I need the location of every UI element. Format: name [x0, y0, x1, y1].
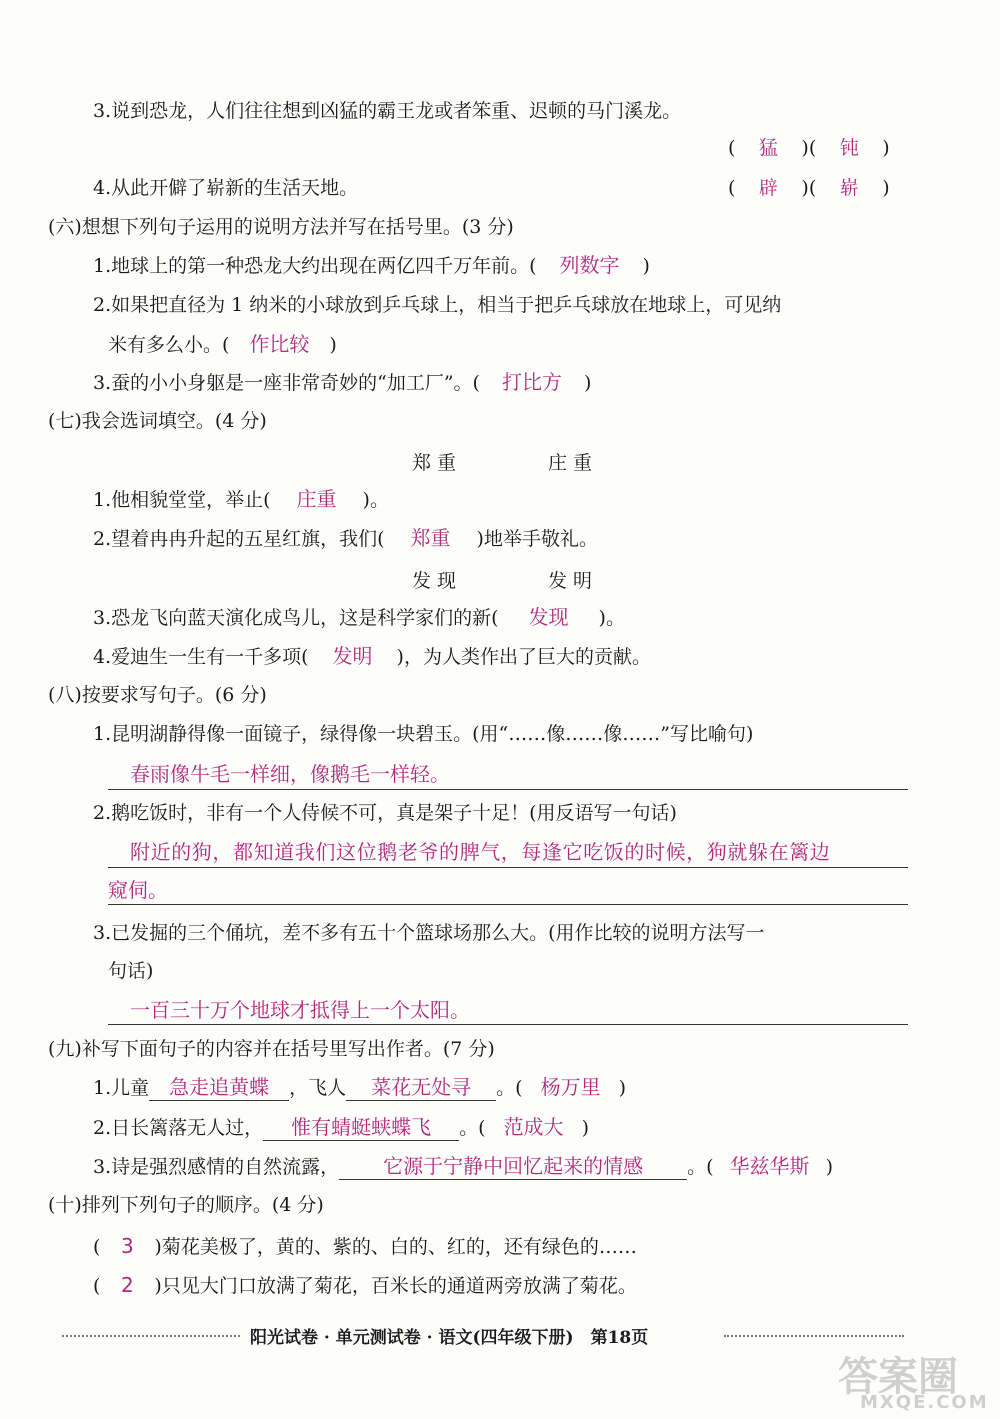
word-choice-2: 庄重 [548, 452, 599, 474]
part9-q1-a: 1.儿童 [93, 1077, 150, 1099]
watermark-logo: 答案圈 [838, 1354, 958, 1400]
part7-q1-text: 1.他相貌堂堂，举止( [93, 489, 271, 511]
part7-q3 [93, 604, 625, 631]
section-title-9: (九)补写下面句子的内容并在括号里写出作者。(7 分) [48, 1038, 495, 1060]
answer-line [108, 867, 908, 868]
answer-9-1-author: 杨万里 [540, 1075, 601, 1099]
answer-9-3-author: 华兹华斯 [729, 1154, 810, 1178]
answer-8-2a: 附近的狗，都知道我们这位鹅老爷的脾气，每逢它吃饭的时候，狗就躲在篱边 [130, 840, 831, 864]
answer-8-3: 一百三十万个地球才抵得上一个太阳。 [130, 998, 470, 1022]
part6-q2b-text: 米有多么小。( [108, 334, 230, 356]
word-choice-3: 发现 [412, 570, 463, 592]
answer-7-3: 发现 [528, 605, 569, 629]
section-title-7: (七)我会选词填空。(4 分) [48, 410, 267, 432]
section-title-8: (八)按要求写句子。(6 分) [48, 684, 267, 706]
part10-s2-text: )只见大门口放满了菊花，百米长的通道两旁放满了菊花。 [154, 1275, 637, 1297]
answer-line [108, 904, 908, 905]
watermark-url: MXQE.COM [860, 1392, 989, 1413]
footer-divider-right [724, 1335, 904, 1337]
part9-q2-a: 2.日长篱落无人过， [93, 1117, 264, 1139]
part10-s1-text: )菊花美极了，黄的、紫的、白的、红的，还有绿色的…… [154, 1236, 637, 1258]
answer-line [108, 1024, 908, 1025]
part7-q1-end: )。 [362, 489, 389, 511]
part8-q3a: 3.已发掘的三个俑坑，差不多有五十个篮球场那么大。(用作比较的说明方法写一 [93, 922, 765, 944]
section-title-6: (六)想想下列句子运用的说明方法并写在括号里。(3 分) [48, 216, 514, 238]
answer-7-2: 郑重 [410, 526, 451, 550]
part5-q3-answers: ( 猛 )( 钝 ) [728, 137, 890, 159]
answer-6-1: 列数字 [559, 253, 620, 277]
part9-q3-a: 3.诗是强烈感情的自然流露， [93, 1156, 340, 1178]
answer-8-2b: 窥伺。 [108, 878, 168, 902]
page-footer: 阳光试卷 · 单元测试卷 · 语文(四年级下册) 第18页 [250, 1328, 649, 1348]
section-title-10: (十)排列下列句子的顺序。(4 分) [48, 1194, 324, 1216]
answer-q3-2: 钝 [839, 137, 859, 159]
part5-q4-answers: ( 辟 )( 崭 ) [728, 177, 890, 199]
answer-6-3: 打比方 [501, 370, 562, 394]
part5-q3: 3.说到恐龙，人们往往想到凶猛的霸王龙或者笨重、迟顿的马门溪龙。 [93, 100, 682, 122]
part7-q4 [93, 643, 651, 670]
answer-6-2: 作比较 [249, 332, 310, 356]
part7-q2-end: )地举手敬礼。 [476, 528, 598, 550]
part9-q1-b: ，飞人 [289, 1077, 347, 1099]
order-number-1: 3 [121, 1234, 134, 1258]
part6-q3: 3.蚕的小小身躯是一座非常奇妙的“加工厂”。( 打比方 ) [93, 370, 592, 394]
word-choice-1: 郑重 [412, 452, 463, 474]
part9-q2-b: 。( [459, 1117, 486, 1139]
answer-9-1a: 急走追黄蝶 [149, 1074, 289, 1101]
part7-q4-text: 4.爱迪生一生有一千多项( [93, 646, 309, 668]
answer-7-4: 发明 [332, 644, 373, 668]
part10-s2: ( 2 )只见大门口放满了菊花，百米长的通道两旁放满了菊花。 [93, 1273, 637, 1297]
part6-q2b: 米有多么小。( 作比较 ) [108, 332, 337, 356]
part7-q2 [93, 525, 598, 552]
part6-q3-text: 3.蚕的小小身躯是一座非常奇妙的“加工厂”。( [93, 372, 480, 394]
part9-q2: 2.日长篱落无人过， 惟有蜻蜓蛱蝶飞 。( 范成大 ) [93, 1115, 589, 1139]
part5-q4: 4.从此开僻了崭新的生活天地。 [93, 177, 359, 199]
part6-q1-text: 1.地球上的第一种恐龙大约出现在两亿四千万年前。( [93, 255, 537, 277]
part7-q1 [93, 486, 389, 513]
order-number-2: 2 [121, 1273, 134, 1297]
answer-9-2-author: 范成大 [503, 1115, 564, 1139]
part6-q2a: 2.如果把直径为 1 纳米的小球放到乒乓球上，相当于把乒乓球放在地球上，可见纳 [93, 294, 782, 316]
answer-line [108, 789, 908, 790]
part6-q1: 1.地球上的第一种恐龙大约出现在两亿四千万年前。( 列数字 ) [93, 253, 650, 277]
answer-8-1: 春雨像牛毛一样细，像鹅毛一样轻。 [130, 762, 450, 786]
part9-q1: 1.儿童 急走追黄蝶 ，飞人 菜花无处寻 。( 杨万里 ) [93, 1075, 626, 1099]
part7-q4-end: )，为人类作出了巨大的贡献。 [396, 646, 651, 668]
answer-7-1: 庄重 [296, 487, 337, 511]
part8-q2: 2.鹅吃饭时，非有一个人侍候不可，真是架子十足！(用反语写一句话) [93, 802, 677, 824]
part8-q1: 1.昆明湖静得像一面镜子，绿得像一块碧玉。(用“……像……像……”写比喻句) [93, 723, 754, 745]
part8-q3b: 句话) [108, 960, 154, 982]
part7-q3-text: 3.恐龙飞向蓝天演化成鸟儿，这是科学家们的新( [93, 607, 499, 629]
answer-q3-1: 猛 [758, 137, 778, 159]
answer-9-3: 它源于宁静中回忆起来的情感 [339, 1153, 687, 1180]
word-choice-4: 发明 [548, 570, 599, 592]
part10-s1: ( 3 )菊花美极了，黄的、紫的、白的、红的，还有绿色的…… [93, 1234, 637, 1258]
answer-9-1b: 菜花无处寻 [346, 1074, 496, 1101]
answer-q4-1: 辟 [758, 177, 778, 199]
answer-q4-2: 崭 [839, 177, 859, 199]
part7-q2-text: 2.望着冉冉升起的五星红旗，我们( [93, 528, 385, 550]
answer-9-2: 惟有蜻蜓蛱蝶飞 [263, 1114, 459, 1141]
part9-q3: 3.诗是强烈感情的自然流露， 它源于宁静中回忆起来的情感 。( 华兹华斯 ) [93, 1154, 833, 1178]
part9-q3-b: 。( [687, 1156, 714, 1178]
part9-q1-c: 。( [496, 1077, 523, 1099]
footer-divider-left [62, 1335, 240, 1337]
part7-q3-end: )。 [598, 607, 625, 629]
